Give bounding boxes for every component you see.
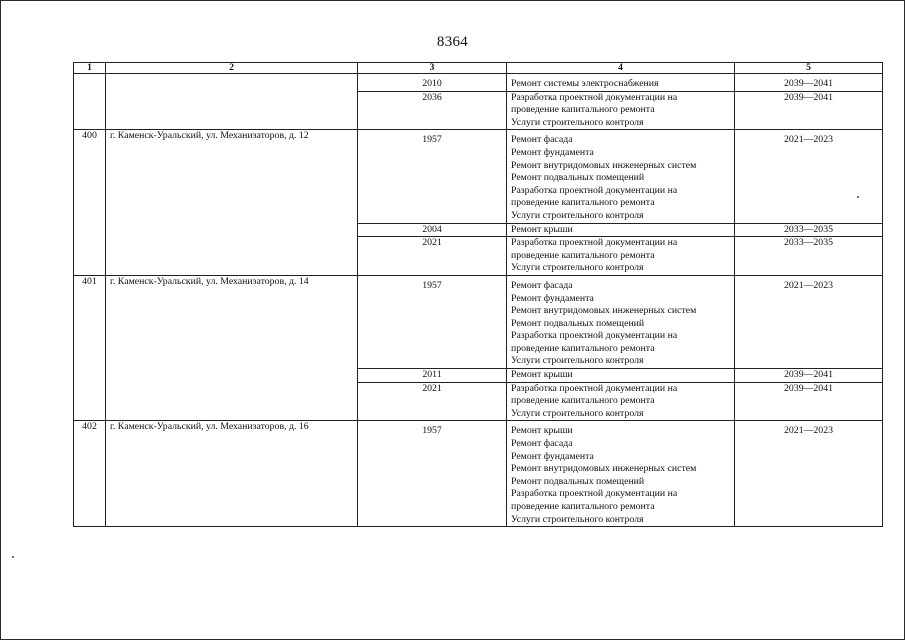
table-body (74, 74, 883, 527)
year-cell: 1957 (358, 130, 507, 223)
scan-speck (857, 196, 859, 198)
work-item: Ремонт крыши (511, 369, 573, 381)
work-item: проведение капитального ремонта (511, 395, 655, 407)
building-number: 402 (74, 421, 106, 527)
work-item: проведение капитального ремонта (511, 249, 655, 261)
column-header-2: 2 (106, 63, 358, 74)
work-item: Ремонт фундамента (511, 292, 594, 304)
table-row (74, 130, 883, 223)
work-item: Ремонт подвальных помещений (511, 317, 645, 329)
work-item: Ремонт фасада (511, 279, 573, 291)
work-item: Услуги строительного контроля (511, 209, 644, 221)
work-item: проведение капитального ремонта (511, 501, 655, 512)
scan-speck (12, 556, 14, 558)
year-cell: 2010 (358, 74, 507, 92)
column-header-4: 4 (507, 63, 735, 74)
column-header-1: 1 (74, 63, 106, 74)
works-cell (507, 369, 735, 383)
table-row (74, 275, 883, 368)
period-cell: 2039—2041 (735, 91, 883, 130)
work-item: Ремонт системы электроснабжения (511, 78, 659, 89)
year-cell: 2021 (358, 237, 507, 276)
work-item: Разработка проектной документации на (511, 237, 678, 249)
works-cell (507, 74, 735, 92)
period-cell: 2021—2023 (735, 421, 883, 527)
work-item: Ремонт крыши (511, 425, 573, 437)
work-item: Разработка проектной документации на (511, 91, 678, 103)
work-item: Разработка проектной документации на (511, 330, 678, 342)
work-item: проведение капитального ремонта (511, 104, 655, 116)
year-cell: 2021 (358, 382, 507, 421)
period-cell: 2033—2035 (735, 237, 883, 276)
year-cell: 2036 (358, 91, 507, 130)
work-item: Ремонт фундамента (511, 450, 594, 462)
period-cell: 2039—2041 (735, 74, 883, 92)
work-item: Услуги строительного контроля (511, 355, 644, 367)
work-item: Ремонт подвальных помещений (511, 475, 645, 487)
building-number (74, 74, 106, 130)
work-item: проведение капитального ремонта (511, 342, 655, 354)
column-header-5: 5 (735, 63, 883, 74)
table-row (74, 74, 883, 92)
period-cell: 2039—2041 (735, 369, 883, 383)
building-address: г. Каменск-Уральский, ул. Механизаторов, д. 16 (106, 421, 358, 527)
work-item: проведение капитального ремонта (511, 197, 655, 209)
works-cell (507, 421, 735, 527)
works-cell (507, 91, 735, 130)
work-item: Ремонт внутридомовых инженерных систем (511, 463, 697, 475)
works-cell (507, 130, 735, 223)
building-address (106, 74, 358, 130)
work-item: Ремонт подвальных помещений (511, 172, 645, 184)
period-cell: 2021—2023 (735, 130, 883, 223)
work-item: Разработка проектной документации на (511, 488, 678, 500)
building-number: 400 (74, 130, 106, 276)
works-cell (507, 275, 735, 368)
work-item: Ремонт внутридомовых инженерных систем (511, 305, 697, 317)
work-item: Услуги строительного контроля (511, 407, 644, 419)
period-cell: 2021—2023 (735, 275, 883, 368)
year-cell: 2004 (358, 223, 507, 237)
year-cell: 1957 (358, 421, 507, 527)
year-cell: 2011 (358, 369, 507, 383)
work-item: Ремонт крыши (511, 223, 573, 235)
period-cell: 2033—2035 (735, 223, 883, 237)
work-item: Услуги строительного контроля (511, 513, 644, 525)
period-cell: 2039—2041 (735, 382, 883, 421)
table-row (74, 421, 883, 527)
work-item: Разработка проектной документации на (511, 382, 678, 394)
year-cell: 1957 (358, 275, 507, 368)
building-number: 401 (74, 275, 106, 421)
work-item: Разработка проектной документации на (511, 184, 678, 196)
header-row (74, 63, 883, 74)
column-header-3: 3 (358, 63, 507, 74)
work-item: Услуги строительного контроля (511, 262, 644, 274)
works-cell (507, 382, 735, 421)
building-address: г. Каменск-Уральский, ул. Механизаторов, д. 14 (106, 275, 358, 421)
works-cell (507, 223, 735, 237)
building-address: г. Каменск-Уральский, ул. Механизаторов, д. 12 (106, 130, 358, 276)
work-item: Ремонт фундамента (511, 146, 594, 158)
work-item: Ремонт фасада (511, 134, 573, 146)
page-number: 8364 (436, 34, 469, 50)
works-cell (507, 237, 735, 276)
work-item: Ремонт фасада (511, 438, 573, 450)
work-item: Ремонт внутридомовых инженерных систем (511, 159, 697, 171)
repair-schedule-table (73, 62, 883, 527)
work-item: Услуги строительного контроля (511, 116, 644, 128)
